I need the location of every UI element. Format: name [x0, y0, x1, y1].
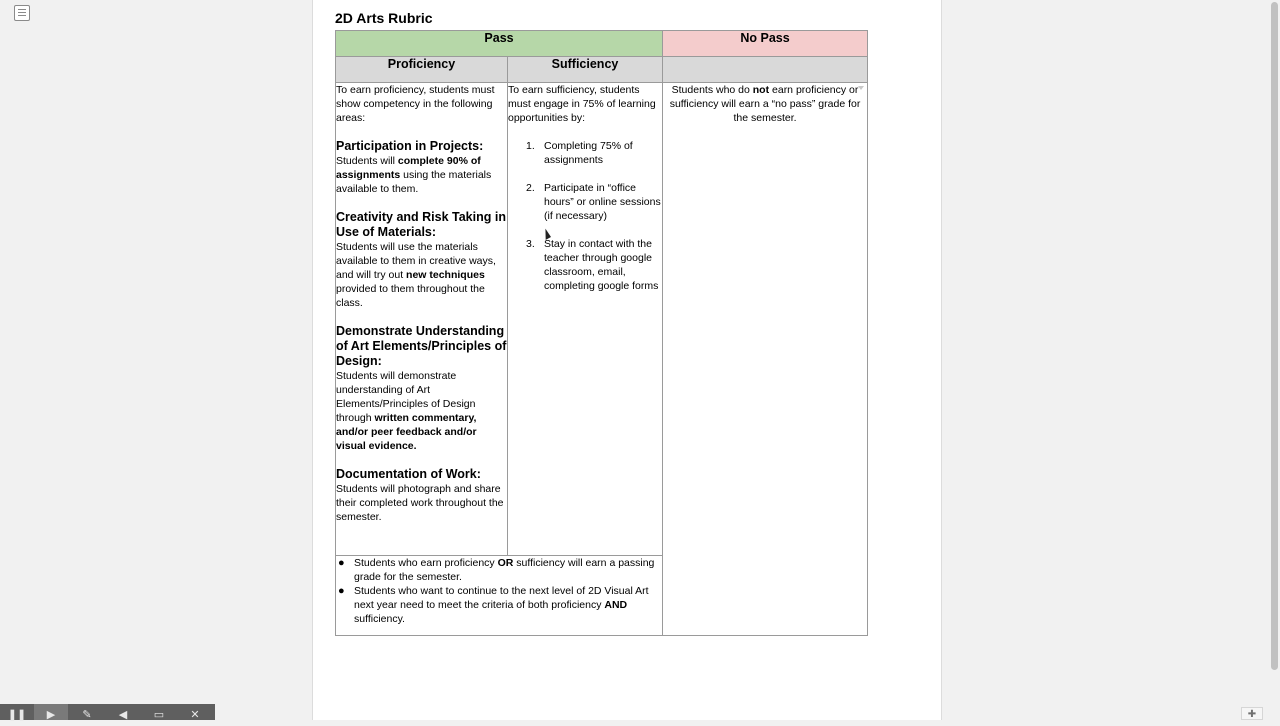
vertical-scrollbar[interactable] — [1270, 0, 1280, 720]
note-text-post: sufficiency will earn a passing grade for the semester. — [354, 557, 655, 583]
creativity-text-post: provided to them throughout the class. — [336, 283, 485, 309]
note-text-pre: Students who earn proficiency — [354, 557, 498, 569]
understanding-heading: Demonstrate Understanding of Art Elements/Principles of Design: — [336, 324, 507, 368]
spacer — [336, 196, 507, 210]
creativity-text — [336, 240, 507, 310]
header-row-pass — [336, 31, 868, 57]
header-row-sub — [336, 57, 868, 83]
documentation-text: Students will photograph and share their completed work throughout the semester. — [336, 483, 504, 523]
nopass-text — [663, 83, 867, 125]
list-text: Stay in contact with the teacher through google classroom, email, completing google forms — [544, 238, 659, 292]
nopass-text-pre: Students who do — [671, 84, 753, 96]
outline-line — [18, 15, 26, 16]
pass-header: Pass — [336, 31, 663, 57]
scrollbar-thumb[interactable] — [1271, 2, 1278, 670]
note-text-pre: Students who want to continue to the next level of 2D Visual Art next year need to meet the criteria of both proficiency — [354, 585, 649, 611]
participation-text-pre: Students will — [336, 155, 398, 167]
list-item — [336, 584, 662, 626]
participation-heading: Participation in Projects: — [336, 139, 484, 153]
list-number: 1. — [526, 140, 535, 152]
criteria-row — [336, 83, 868, 556]
bullet: ● — [338, 585, 345, 597]
sufficiency-header: Sufficiency — [508, 57, 663, 83]
proficiency-cell[interactable] — [336, 83, 508, 556]
volume-icon[interactable]: ◀ — [118, 709, 128, 721]
note-text-post: sufficiency. — [354, 613, 405, 625]
note-text-bold: AND — [604, 599, 628, 611]
nopass-text-bold: not — [752, 84, 770, 96]
document-title: 2D Arts Rubric — [335, 10, 433, 26]
list-item — [508, 139, 662, 167]
chevron-down-icon[interactable] — [858, 86, 864, 90]
understanding-text — [336, 369, 507, 453]
nopass-cell[interactable] — [663, 83, 868, 636]
documentation-heading: Documentation of Work: — [336, 467, 481, 481]
close-icon[interactable]: ✕ — [190, 709, 200, 721]
creativity-text-bold: new techniques — [406, 269, 485, 281]
proficiency-intro: To earn proficiency, students must show competency in the following areas: — [336, 84, 495, 124]
list-item — [336, 556, 662, 584]
participation-text-bold: complete 90% of assignments — [336, 155, 481, 181]
notes-cell[interactable] — [336, 556, 663, 636]
understanding-text-bold: written commentary, and/or peer feedback and/or visual evidence. — [336, 412, 477, 452]
list-text: Participate in “office hours” or online sessions (if necessary) — [544, 182, 661, 222]
nopass-header: No Pass — [663, 31, 868, 57]
play-icon[interactable]: ▶ — [34, 704, 68, 720]
rubric-table — [335, 30, 868, 636]
list-number: 2. — [526, 182, 535, 194]
participation-text-post: using the materials available to them. — [336, 169, 492, 195]
proficiency-header: Proficiency — [336, 57, 508, 83]
nopass-text-post: earn proficiency or sufficiency will earn a “no pass” grade for the semester. — [669, 84, 861, 124]
notes-list — [336, 556, 662, 626]
note-text-bold: OR — [497, 557, 514, 569]
edit-icon[interactable]: ✎ — [82, 709, 92, 721]
participation-text — [336, 154, 507, 196]
spacer — [336, 453, 507, 467]
understanding-text-pre: Students will demonstrate understanding of Art Elements/Principles of Design through — [336, 370, 476, 424]
add-icon[interactable]: ✚ — [1241, 707, 1263, 720]
sufficiency-list — [508, 139, 662, 293]
spacer — [336, 125, 507, 139]
outline-line — [18, 12, 26, 13]
document-outline-button[interactable] — [14, 5, 30, 21]
creativity-text-pre: Students will use the materials available to them in creative ways, and will try out — [336, 241, 496, 281]
document-page — [312, 0, 942, 720]
list-item — [508, 237, 662, 293]
pause-icon[interactable]: ❚❚ — [7, 709, 27, 721]
creativity-heading: Creativity and Risk Taking in Use of Materials: — [336, 210, 506, 239]
list-number: 3. — [526, 238, 535, 250]
list-text: Completing 75% of assignments — [544, 140, 633, 166]
nopass-subheader — [663, 57, 868, 83]
sufficiency-intro: To earn sufficiency, students must engage in 75% of learning opportunities by: — [508, 84, 656, 124]
screen-icon[interactable]: ▭ — [153, 709, 165, 721]
document-outline-icon — [18, 9, 26, 10]
list-item — [508, 181, 662, 223]
spacer — [336, 310, 507, 324]
bullet: ● — [338, 557, 345, 569]
bottom-toolbar — [0, 704, 215, 720]
sufficiency-cell[interactable] — [508, 83, 663, 556]
